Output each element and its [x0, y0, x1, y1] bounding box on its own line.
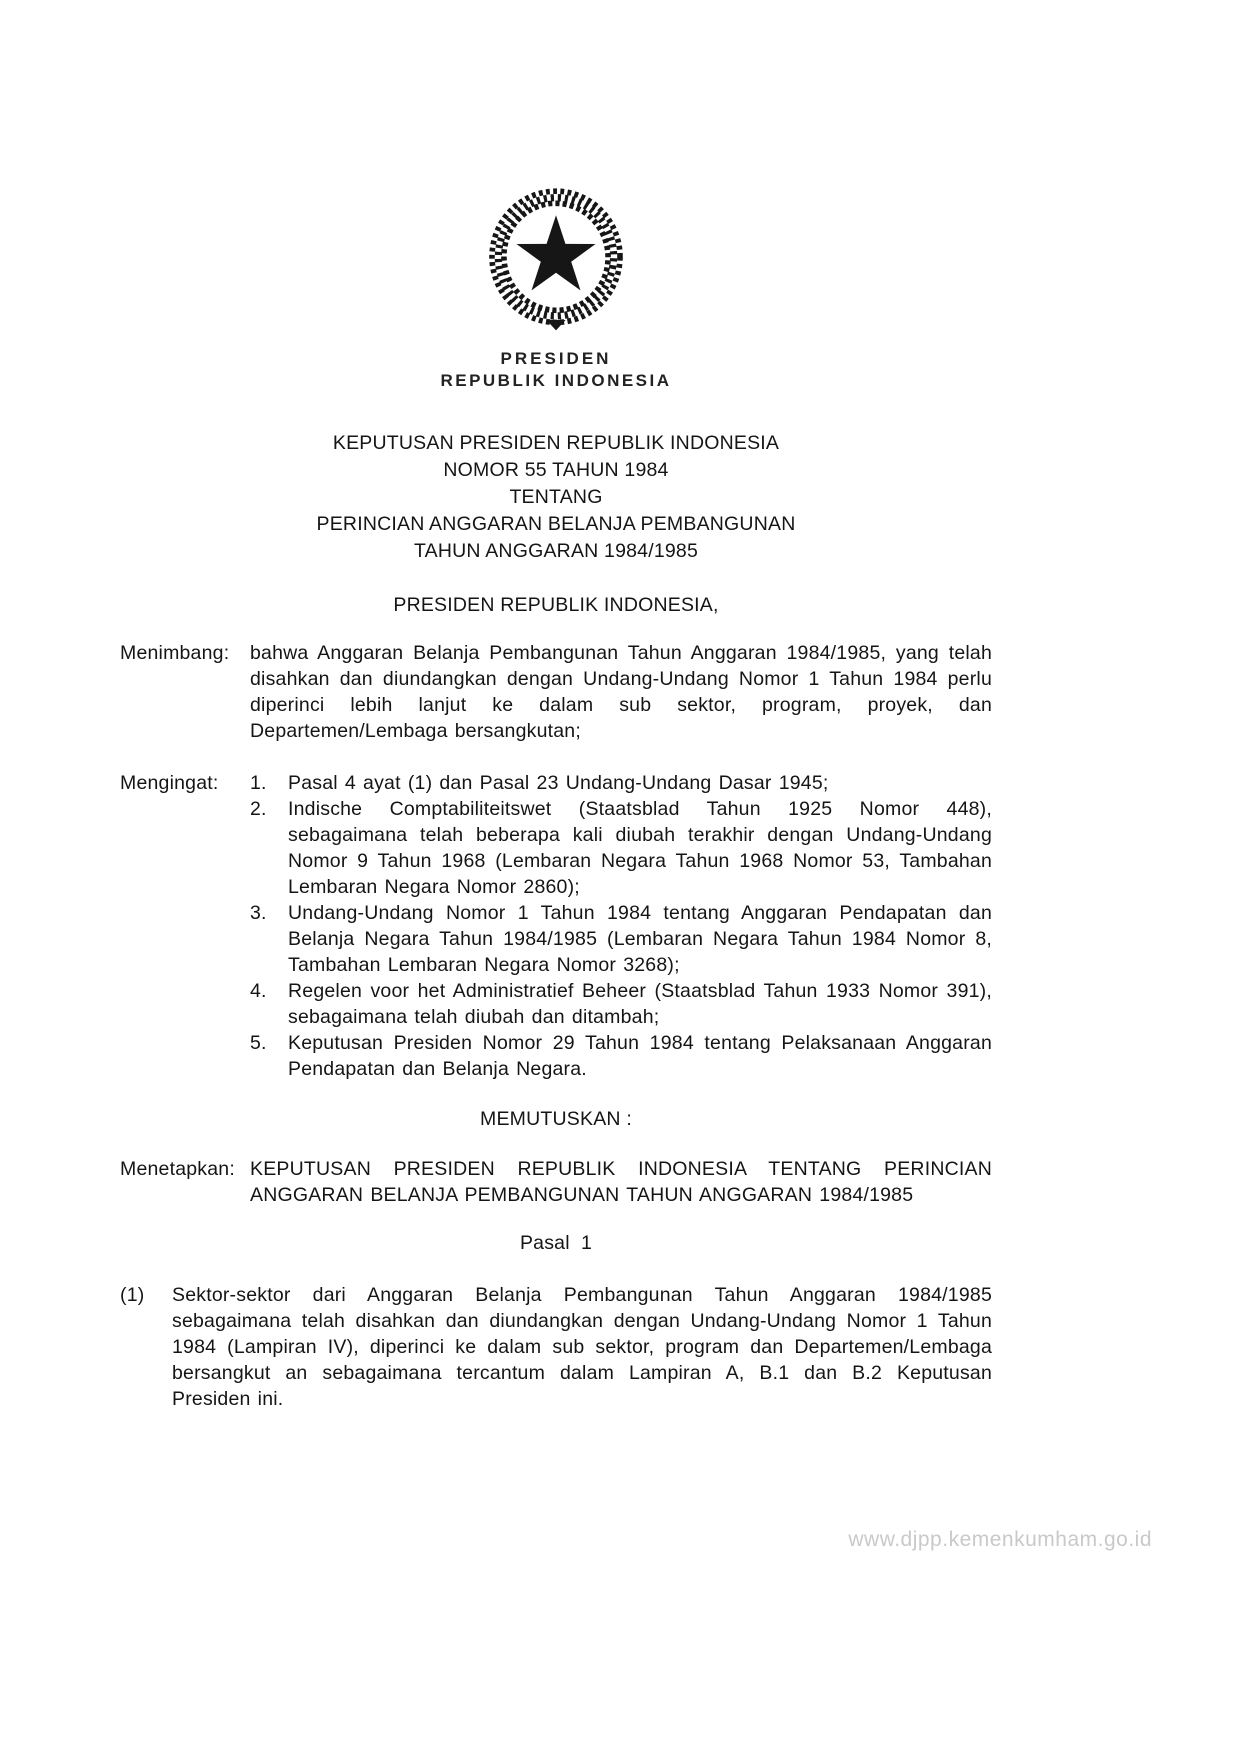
star-wreath-emblem [476, 183, 636, 337]
item-text: Regelen voor het Administratief Beheer (Staatsblad Tahun 1933 Nomor 391), sebagaimana telah diubah dan ditambah; [288, 980, 992, 1028]
letterhead [120, 348, 992, 392]
menetapkan-section [120, 1156, 992, 1208]
mengingat-label: Mengingat: [120, 772, 219, 794]
paragraph-number: (1) [120, 1284, 145, 1306]
document-content [120, 0, 992, 1412]
mengingat-item-3 [250, 900, 992, 978]
star-icon [516, 215, 595, 290]
item-number: 2. [250, 798, 267, 820]
title-line-2: NOMOR 55 TAHUN 1984 [443, 459, 669, 481]
item-text: Pasal 4 ayat (1) dan Pasal 23 Undang-Undang Dasar 1945; [288, 772, 829, 794]
letterhead-republik-indonesia: REPUBLIK INDONESIA [440, 371, 672, 390]
menimbang-section [120, 640, 992, 744]
title-line-1: KEPUTUSAN PRESIDEN REPUBLIK INDONESIA [332, 432, 780, 454]
letterhead-presiden: PRESIDEN [500, 349, 612, 368]
item-number: 1. [250, 772, 267, 794]
pasal-1-paragraph-1 [120, 1282, 992, 1412]
item-number: 5. [250, 1032, 267, 1054]
item-text: Keputusan Presiden Nomor 29 Tahun 1984 tentang Pelaksanaan Anggaran Pendapatan dan Belanja Negara. [288, 1032, 992, 1080]
item-number: 3. [250, 902, 267, 924]
mengingat-item-5 [250, 1030, 992, 1082]
paragraph-text: Sektor-sektor dari Anggaran Belanja Pembangunan Tahun Anggaran 1984/1985 sebagaimana telah disahkan dan diundangkan dengan Undang-Undang Nomor 1 Tahun 1984 (Lampiran IV), diperinci ke dalam sub sektor, program dan Departemen/Lembaga bersangkut an sebagaimana tercantum dalam Lampiran A, B.1 dan B.2 Keputusan Presiden ini. [172, 1284, 992, 1410]
opening-line: PRESIDEN REPUBLIK INDONESIA, [393, 594, 719, 616]
menimbang-text: bahwa Anggaran Belanja Pembangunan Tahun Anggaran 1984/1985, yang telah disahkan dan diundangkan dengan Undang-Undang Nomor 1 Tahun 1984 perlu diperinci lebih lanjut ke dalam sub sektor, program, proyek, dan Departemen/Lembaga bersangkutan; [250, 642, 992, 742]
menetapkan-label: Menetapkan: [120, 1158, 235, 1180]
mengingat-item-2 [250, 796, 992, 900]
item-text: Undang-Undang Nomor 1 Tahun 1984 tentang Anggaran Pendapatan dan Belanja Negara Tahun 1984/1985 (Lembaran Negara Tahun 1984 Nomor 8, Tambahan Lembaran Negara Nomor 3268); [288, 902, 992, 976]
memutuskan-heading: MEMUTUSKAN : [480, 1108, 632, 1130]
decree-title [120, 430, 992, 565]
mengingat-list [250, 770, 992, 1082]
pasal-1-heading: Pasal 1 [519, 1232, 593, 1254]
item-text: Indische Comptabiliteitswet (Staatsblad Tahun 1925 Nomor 448), sebagaimana telah beberapa kali diubah terakhir dengan Undang-Undang Nomor 9 Tahun 1968 (Lembaran Negara Tahun 1968 Nomor 53, Tambahan Lembaran Negara Nomor 2860); [288, 798, 992, 898]
title-line-5: TAHUN ANGGARAN 1984/1985 [413, 540, 699, 562]
watermark: www.djpp.kemenkumham.go.id [848, 1528, 1152, 1551]
mengingat-item-4 [250, 978, 992, 1030]
title-line-4: PERINCIAN ANGGARAN BELANJA PEMBANGUNAN [316, 513, 796, 535]
menetapkan-text: KEPUTUSAN PRESIDEN REPUBLIK INDONESIA TENTANG PERINCIAN ANGGARAN BELANJA PEMBANGUNAN TAHUN ANGGARAN 1984/1985 [250, 1158, 992, 1206]
item-number: 4. [250, 980, 267, 1002]
title-line-3: TENTANG [509, 486, 603, 508]
mengingat-section [120, 770, 992, 1082]
mengingat-item-1 [250, 770, 992, 796]
menimbang-label: Menimbang: [120, 642, 230, 664]
national-emblem [476, 183, 636, 342]
